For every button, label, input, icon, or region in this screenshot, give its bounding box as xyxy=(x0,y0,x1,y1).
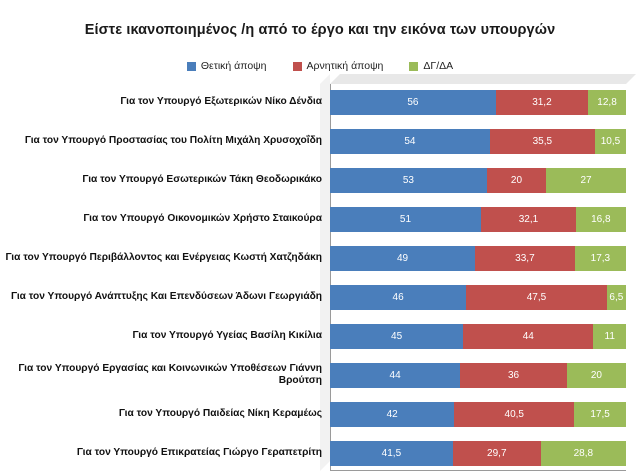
plot-3d-top-face xyxy=(330,74,636,84)
bar-row xyxy=(0,357,640,393)
bar-segment xyxy=(490,129,595,154)
bar-segment xyxy=(330,90,496,115)
stacked-bar xyxy=(330,246,626,271)
bar-row xyxy=(0,162,640,198)
legend-item-positive xyxy=(187,60,267,72)
bar-value-label: 56 xyxy=(407,96,419,108)
bar-segment xyxy=(567,363,626,388)
bar-segment xyxy=(466,285,607,310)
category-label: Για τον Υπουργό Παιδείας Νίκη Κεραμέως xyxy=(118,407,322,419)
stacked-bar xyxy=(330,285,626,310)
bar-segment xyxy=(330,168,487,193)
legend-label-negative: Αρνητική άποψη xyxy=(306,60,384,72)
bar-segment xyxy=(330,285,466,310)
bar-value-label: 12,8 xyxy=(597,96,617,108)
bar-segment xyxy=(487,168,546,193)
bar-row xyxy=(0,240,640,276)
bar-value-label: 53 xyxy=(402,174,414,186)
bar-segment xyxy=(595,129,626,154)
category-label: Για τον Υπουργό Υγείας Βασίλη Κικίλια xyxy=(132,329,322,341)
category-label: Για τον Υπουργό Επικρατείας Γιώργο Γεραπετρίτη xyxy=(76,446,322,458)
bar-value-label: 28,8 xyxy=(573,447,594,459)
bar-value-label: 35,5 xyxy=(532,135,553,147)
bar-segment xyxy=(593,324,626,349)
bar-row xyxy=(0,201,640,237)
bar-value-label: 33,7 xyxy=(515,252,535,264)
bar-value-label: 51 xyxy=(399,213,412,225)
bar-segment xyxy=(330,129,490,154)
bar-segment xyxy=(496,90,588,115)
stacked-bar xyxy=(330,402,626,427)
bar-value-label: 45 xyxy=(391,330,403,342)
bar-row xyxy=(0,396,640,432)
bar-segment xyxy=(475,246,575,271)
bar-segment xyxy=(460,363,567,388)
bar-segment xyxy=(481,207,576,232)
bar-value-label: 20 xyxy=(590,369,602,381)
stacked-bar xyxy=(330,207,626,232)
bar-segment xyxy=(463,324,593,349)
bar-value-label: 41,5 xyxy=(381,447,402,459)
bar-value-label: 31,2 xyxy=(532,96,552,108)
bar-row xyxy=(0,123,640,159)
bar-row xyxy=(0,318,640,354)
stacked-bar xyxy=(330,324,626,349)
bar-value-label: 29,7 xyxy=(487,447,507,459)
bar-value-label: 42 xyxy=(386,408,398,420)
legend-swatch-negative xyxy=(293,62,302,71)
bar-value-label: 17,5 xyxy=(590,408,610,420)
category-label: Για τον Υπουργό Εσωτερικών Τάκη Θεοδωρικάκο xyxy=(82,173,322,185)
legend-item-dontknow xyxy=(409,60,453,72)
bar-value-label: 47,5 xyxy=(526,291,547,303)
bar-value-label: 49 xyxy=(396,252,409,264)
legend-swatch-positive xyxy=(187,62,196,71)
bar-value-label: 17,3 xyxy=(590,252,611,264)
stacked-bar xyxy=(330,441,626,466)
bar-segment xyxy=(330,246,475,271)
bar-value-label: 20 xyxy=(510,174,523,186)
stacked-bar xyxy=(330,168,626,193)
bar-segment xyxy=(575,246,626,271)
bar-value-label: 27 xyxy=(580,174,592,186)
bar-segment xyxy=(454,402,574,427)
bar-segment xyxy=(607,285,626,310)
stacked-bar xyxy=(330,129,626,154)
stacked-bar xyxy=(330,90,626,115)
category-label: Για τον Υπουργό Εξωτερικών Νίκο Δένδια xyxy=(120,95,322,107)
chart-title: Είστε ικανοποιημένος /η από το έργο και την εικόνα των υπουργών xyxy=(84,22,556,38)
bar-rows xyxy=(0,84,640,471)
bar-segment xyxy=(588,90,626,115)
bar-segment xyxy=(330,363,460,388)
bar-value-label: 10,5 xyxy=(600,135,621,147)
category-label: Για τον Υπουργό Ανάπτυξης Και Επενδύσεων Άδωνι Γεωργιάδη xyxy=(11,290,322,302)
bar-segment xyxy=(574,402,626,427)
bar-value-label: 36 xyxy=(507,369,520,381)
bar-row xyxy=(0,435,640,471)
bar-value-label: 54 xyxy=(404,135,416,147)
bar-segment xyxy=(330,207,481,232)
bar-value-label: 6,5 xyxy=(609,291,624,303)
chart-legend xyxy=(0,60,640,72)
stacked-bar xyxy=(330,363,626,388)
legend-item-negative xyxy=(293,60,384,72)
bar-value-label: 44 xyxy=(389,369,401,381)
bar-segment xyxy=(546,168,626,193)
bar-value-label: 16,8 xyxy=(591,213,611,225)
category-label: Για τον Υπουργό Περιβάλλοντος και Ενέργειας Κωστή Χατζηδάκη xyxy=(5,251,322,263)
bar-segment xyxy=(330,402,454,427)
bar-segment xyxy=(330,441,453,466)
plot-area xyxy=(0,84,640,471)
bar-row xyxy=(0,84,640,120)
legend-label-positive: Θετική άποψη xyxy=(200,60,267,72)
legend-swatch-dontknow xyxy=(409,62,418,71)
bar-segment xyxy=(453,441,541,466)
bar-value-label: 46 xyxy=(392,291,404,303)
bar-segment xyxy=(576,207,626,232)
bar-row xyxy=(0,279,640,315)
bar-value-label: 40,5 xyxy=(504,408,524,420)
bar-value-label: 11 xyxy=(604,330,615,342)
legend-label-dontknow: ΔΓ/ΔΑ xyxy=(423,60,454,72)
bar-segment xyxy=(330,324,463,349)
category-label: Για τον Υπουργό Προστασίας του Πολίτη Μιχάλη Χρυσοχοΐδη xyxy=(24,134,322,146)
bar-segment xyxy=(541,441,626,466)
category-label: Για τον Υπουργό Οικονομικών Χρήστο Σταικούρα xyxy=(83,212,322,224)
bar-value-label: 32,1 xyxy=(518,213,539,225)
category-label: Για τον Υπουργό Εργασίας και Κοινωνικών Υποθέσεων Γιάννη Βρούτση xyxy=(18,362,322,386)
bar-value-label: 44 xyxy=(522,330,534,342)
